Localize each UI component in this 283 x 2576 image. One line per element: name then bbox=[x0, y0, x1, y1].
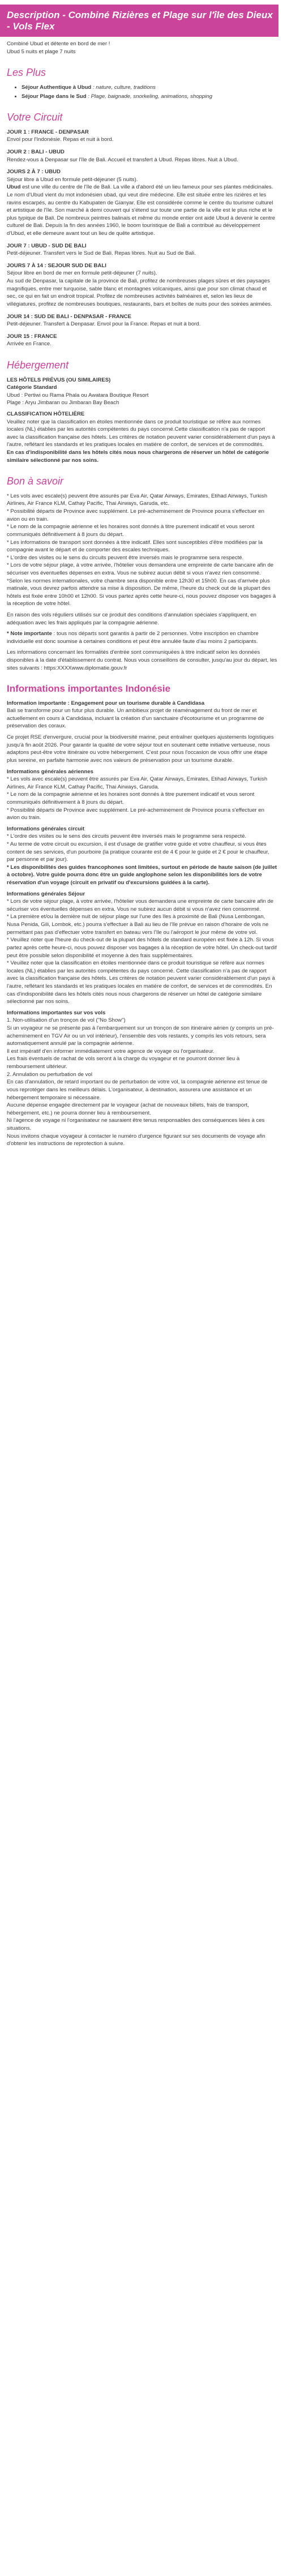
intro-line: Ubud 5 nuits et plage 7 nuits bbox=[7, 48, 76, 55]
classification-title-text: CLASSIFICATION HÔTELIÈRE bbox=[7, 410, 85, 417]
info-paragraph: * La première et/ou la dernière nuit de séjour plage sur l'une des îles à proximité de Bali (Nusa Lembongan, Nusa Penida, Gili, Lombok, etc.) pourra s'effectuer à Bali au lieu de l'île prévue en raison d'horaire de vols ne permettant pas pas d'effectuer votre transfert en bateau vers l'île ou l'aéroport le jour même de votre vol. bbox=[7, 914, 269, 936]
engagement-title-text: Information importante : Engagement pour un tourisme durable à Candidasa bbox=[7, 700, 205, 706]
vols-info-title-text: Informations importantes sur vos vols bbox=[7, 1009, 106, 1016]
plus-list bbox=[7, 84, 277, 100]
info-paragraph: * L'ordre des visites ou le sens du circuits peuvent être inversés mais le programme sera respecté. bbox=[7, 554, 244, 561]
info-paragraph: * Possibilité départs de Province avec supplément. Le pré-acheminement de Province pourra s'effectuer en avion ou en train. bbox=[7, 508, 264, 522]
intro-line: Combiné Ubud et détente en bord de mer ! bbox=[7, 41, 110, 48]
engagement-title bbox=[7, 700, 277, 708]
info-paragraph: * L'ordre des visites ou le sens des circuits peuvent être inversés mais le programme sera respecté. bbox=[7, 833, 247, 840]
info-paragraph: * Les vols avec escale(s) peuvent être assurés par Eva Air, Qatar Airways, Emirates, Etihad Airways, Turkish Airlines, Air France KLM, Cathay Pacific, Thai Airways, Garuda, etc. bbox=[7, 492, 268, 507]
day-text: Petit-déjeuner. Transfert à Denpasar. Envol pour la France. Repas et nuit à bord. bbox=[7, 321, 201, 328]
info-paragraph: Si un voyageur ne se présente pas à l'embarquement sur un tronçon de son itinéraire aérien (y compris un pré-acheminement en TGV Air ou un vol intérieur), l'ensemble des vols restants, y compris les vols retours, sera automatiquement annulé par la compagnie aérienne. bbox=[7, 1025, 274, 1047]
day-block bbox=[7, 262, 277, 308]
info-paragraph bbox=[7, 864, 277, 887]
engagement-text: Bali se transforme pour un futur plus durable. Un ambitieux projet de réaménagement du front de mer et actuellement en cours à Candidasa, incluant la création d'un sanctuaire d'écotourisme et un programme de préservation des coraux. bbox=[7, 708, 264, 730]
day-block bbox=[7, 333, 277, 348]
hotels-category-text: Catégorie Standard bbox=[7, 384, 57, 391]
info-paragraph: *Selon les normes internationales, votre chambre sera disponible entre 12h30 et 15h00. En cas d'arrivée plus matinale, vous devrez parfois attendre sa mise à disposition. De même, l'heure du check out de la plupart des hôtels est fixée entre 10h00 et 12h00. Si vous partez après cette heure-ci, nous pouvez disposer vos bagages à la réception de votre hôtel. bbox=[7, 577, 276, 607]
info-paragraph: * Le nom de la compagnie aérienne et les horaires sont donnés à titre purement indicatif et vous seront communiqués définitivement à 8 jours du départ. bbox=[7, 791, 255, 805]
hotel-line: Ubud : Pertiwi ou Rama Phala ou Awatara Boutique Resort bbox=[7, 392, 149, 398]
day-title: JOUR 14 : SUD DE BALI - DENPASAR - FRANCE bbox=[7, 313, 131, 320]
info-paragraph: * Le nom de la compagnie aérienne et les horaires sont donnés à titre purement indicatif et vous seront communiqués définitivement à 8 jours du départ. bbox=[7, 524, 255, 538]
day-title: JOUR 7 : UBUD - SUD DE BALI bbox=[7, 242, 87, 249]
general-title-text: Informations générales aériennes bbox=[7, 768, 94, 775]
day-title: JOURS 7 À 14 : SEJOUR SUD DE BALI bbox=[7, 262, 106, 269]
plus-item-label: Séjour Plage dans le Sud bbox=[22, 93, 87, 100]
section-heading-hebergement: Hébergement bbox=[7, 359, 69, 371]
info-paragraph: En cas d'annulation, de retard important ou de perturbation de votre vol, la compagnie aérienne est tenue de vous reprotéger dans les meilleurs délais. L'organisateur, à destination, assurera une assistance et un hébergement temporaire si nécessaire. bbox=[7, 1079, 268, 1101]
classification-title bbox=[7, 410, 277, 418]
day-text: Arrivée en France. bbox=[7, 341, 52, 348]
info-paragraph: * Au terme de votre circuit ou excursion, il est d'usage de gratifier votre guide et votre chauffeur, si vous êtes content de ses services, d'un pourboire (la pratique courante est de 4 € pour le guide et 2 € pour le chauffeur, par personne et par jour). bbox=[7, 841, 269, 863]
info-paragraph: Les informations concernant les formalités d'entrée sont communiquées à titre indicatif selon les données disponibles à la date d'établissement du contrat. Nous vous conseillons de consulter, jusqu'au jour du départ, les sites suivants : https:XXXXwww.diplomatie.gouv.fr bbox=[7, 649, 277, 671]
info-paragraph: Les frais éventuels de rachat de vols seront à la charge du voyageur et ne pourront donner lieu à remboursement ultérieur. bbox=[7, 1056, 240, 1070]
info-paragraph: 1. Non-utilisation d'un tronçon de vol ("No Show") bbox=[7, 1017, 126, 1024]
info-paragraph: * Lors de votre séjour plage, à votre arrivée, l'hôtelier vous demandera une empreinte de carte bancaire afin de sécuriser vos éventuelles dépenses en extra. Vous ne subirez aucun débit si vous n'avez rien consommé. bbox=[7, 562, 274, 576]
section-heading-plus: Les Plus bbox=[7, 67, 46, 79]
page bbox=[0, 0, 283, 1159]
hotels-label bbox=[7, 376, 277, 384]
day-description-bold: Ubud bbox=[7, 184, 21, 191]
info-paragraph: Ni l'agence de voyage ni l'organisateur ne sauraient être tenus responsables des conséquences liées à ces situations. bbox=[7, 1117, 265, 1131]
info-paragraph: * Possibilité départs de Province avec supplément. Le pré-acheminement de Province pourra s'effectuer en avion ou train. bbox=[7, 807, 264, 821]
info-paragraph: * Lors de votre séjour plage, à votre arrivée, l'hôtelier vous demandera une empreinte de carte bancaire afin de sécuriser vos éventuelles dépenses en extra. Vous ne subirez aucun débit si vous n'avez rien consommé. bbox=[7, 898, 274, 912]
section-heading-infos: Informations importantes Indonésie bbox=[7, 683, 171, 695]
day-block bbox=[7, 313, 277, 328]
plus-item-text: : nature, culture, traditions bbox=[91, 84, 156, 91]
engagement-text: Ce projet RSE d'envergure, crucial pour la biodiversité marine, peut entraîner quelques ajustements logistiques jusqu'à fin août 2026. Pour garantir la qualité de votre séjour tout en soutenant cette initiative vertueuse, nous adaptons peut-être votre itinéraire ou votre hébergement. C'est pour nous l'occasion de vous offrir une étape plus sereine, en parfaite harmonie avec nos valeurs de préservation pour un tourisme durable. bbox=[7, 734, 274, 764]
day-title: JOUR 1 : FRANCE - DENPASAR bbox=[7, 128, 89, 135]
day-title: JOUR 2 : BALI - UBUD bbox=[7, 148, 65, 155]
general-title bbox=[7, 768, 277, 776]
infos-section bbox=[7, 700, 277, 1148]
bon-a-savoir-list bbox=[7, 492, 277, 672]
vols-info-title bbox=[7, 1009, 277, 1017]
day-description: Au sud de Denpasar, la capitale de la province de Bali, profitez de nombreuses plages sûres et des paysages magnifiques, entre mer turquoise, sable blanc et montagnes volcaniques, ainsi que pour son climat chaud et sec, ce qui en fait un endroit tropical. Profitez de nombreuses activités balnéaires et, selon les lieux de villégiatures, profitez de nombreuses boutiques, restaurants, bars et boîtes de nuits pour des soirées animées. bbox=[7, 278, 272, 307]
day-title: JOUR 15 : FRANCE bbox=[7, 333, 57, 340]
important-note bbox=[7, 630, 277, 645]
page-title: Description - Combiné Rizières et Plage sur l'île des Dieux - Vols Flex bbox=[7, 10, 273, 32]
plus-item bbox=[22, 84, 277, 92]
info-paragraph-bold: * Les disponibilités des guides francophones sont limitées, surtout en période de haute saison (de juillet à octobre). Votre guide pourra donc être un guide anglophone selon les disponibilités lors de votre réservation d'un voyage (circuit en privatif ou d'excursions guidées à la carte). bbox=[7, 864, 277, 886]
day-block bbox=[7, 242, 277, 258]
info-paragraph: * Les informations de transport sont données à titre indicatif. Elles sont susceptibles d'être modifiées par la compagnie avant le départ et de comporter des escales techniques. bbox=[7, 539, 263, 554]
day-description bbox=[7, 183, 277, 237]
info-paragraph: Il est impératif d'en informer immédiatement votre agence de voyage ou l'organisateur. bbox=[7, 1048, 215, 1055]
day-block bbox=[7, 128, 277, 144]
day-text: Séjour libre à Ubud en formule petit-déjeuner (5 nuits). bbox=[7, 176, 138, 183]
important-note-label: * Note importante bbox=[7, 631, 52, 637]
info-paragraph: * Veuillez noter que la classification en étoiles mentionnée dans ce produit touristique se réfère aux normes locales (NL) établies par les autorités compétentes du pays concerné. Cette classification n'a pas de rapport avec la classification française des hôtels. Les critères de notation peuvent varier considérablement d'un pays à l'autre, reflétant les standards et les pratiques locales en matière de confort, de services et de commodités. En cas d'indisponibilité dans les hôtels cités nous nous chargerons de réserver un hôtel de catégorie similaire sélectionné par nos soins. bbox=[7, 960, 275, 1005]
section-heading-circuit: Votre Circuit bbox=[7, 112, 63, 123]
day-text: Envol pour l'Indonésie. Repas et nuit à bord. bbox=[7, 136, 114, 143]
classification-text: Veuillez noter que la classification en étoiles mentionnée dans ce produit touristique se réfère aux normes locales (NL) établies par les autorités compétentes du pays concerné.Cette classification n'a pas de rapport avec la classification française des hôtels. Les critères de notation peuvent varier considérablement d'un pays à l'autre, reflétant les standards et les pratiques locales en matière de confort, de services et de commodités. bbox=[7, 418, 275, 448]
plus-item bbox=[22, 93, 277, 101]
info-paragraph: * Veuillez noter que l'heure du check-out de la plupart des hôtels de standard européen est fixée à 12h. Si vous partez après cette heure-ci, nous pouvez disposer vos bagages à la réception de votre hôtel. Un check-out tardif peut être possible selon disponibilité et moyenne à des frais supplémentaires. bbox=[7, 937, 277, 959]
info-paragraph: Nous invitons chaque voyageur à contacter le numéro d'urgence figurant sur ses documents de voyage afin d'obtenir les instructions de reprotection à suivre. bbox=[7, 1133, 265, 1147]
day-text: Séjour libre en bord de mer en formule petit-déjeuner (7 nuits). bbox=[7, 270, 157, 277]
hotels-category bbox=[7, 384, 277, 392]
day-title: JOURS 2 À 7 : UBUD bbox=[7, 169, 61, 175]
info-paragraph: Aucune dépense engagée directement par le voyageur (achat de nouveaux billets, frais de transport, hébergement, etc.) ne pourra donner lieu à remboursement. bbox=[7, 1102, 249, 1116]
day-text: Rendez-vous à Denpasar sur l'île de Bali. Accueil et transfert à Ubud. Repas libres. Nuit à Ubud. bbox=[7, 156, 238, 163]
title-banner bbox=[0, 5, 278, 37]
sejour-info-title bbox=[7, 890, 277, 898]
info-paragraph: * Les vols avec escale(s) peuvent être assurés par Eva Air, Qatar Airways, Emirates, Etihad Airways, Turkish Airlines, Air France KLM, Cathay Pacific, Thai Airways, Garuda. bbox=[7, 776, 268, 790]
day-block bbox=[7, 148, 277, 164]
sejour-info-title-text: Informations générales Séjour bbox=[7, 890, 85, 897]
day-block bbox=[7, 168, 277, 237]
info-paragraph: 2. Annulation ou perturbation de vol bbox=[7, 1071, 92, 1078]
content bbox=[0, 40, 283, 1148]
info-paragraph: En raison des vols réguliers utilisés sur ce produit des conditions d'annulation spéciales s'appliquent, en adéquation avec les frais appliqués par la compagnie aérienne. bbox=[7, 611, 256, 626]
classification-note bbox=[7, 449, 277, 464]
day-text: Petit-déjeuner. Transfert vers le Sud de Bali. Repas libres. Nuit au Sud de Bali. bbox=[7, 250, 196, 257]
circuit-info-title bbox=[7, 825, 277, 833]
classification-note-text: En cas d'indisponibilité dans les hôtels cités nous nous chargerons de réserver un hôtel de catégorie similaire sélectionné par nos soins. bbox=[7, 449, 269, 464]
hotels-label-text: LES HÔTELS PRÉVUS (OU SIMILAIRES) bbox=[7, 376, 111, 383]
plus-item-label: Séjour Authentique à Ubud bbox=[22, 84, 92, 91]
plus-item-text: : Plage, baignade, snorkeling, animations, shopping bbox=[86, 93, 213, 100]
hotel-line: Plage : Aryu Jimbaran ou Jimbaran Bay Beach bbox=[7, 400, 119, 406]
section-heading-bon-a-savoir: Bon à savoir bbox=[7, 475, 64, 487]
circuit-info-title-text: Informations générales circuit bbox=[7, 825, 85, 832]
important-note-text: : tous nos départs sont garantis à partir de 2 personnes. Votre inscription en chambre individuelle est donc soumise à certaines conditions et peut être annulée faute d'au moins 2 participants. bbox=[7, 631, 259, 645]
day-description-text: est une ville du centre de l'île de Bali. La ville a d'abord été un lieu fameux pour ses plantes médicinales. Le nom d'Ubud vient du mot indonésien ubad, qui veut dire médecine. Elle est située entre les rizières et les ravins escarpés, au centre du Kabupaten de Gianyar. Elle est considérée comme le centre du tourisme culturel et artistique de l'île. Son marché à demi couvert qui s'étend sur toute une partie de la ville est le plus riche et le plus typique de Bali. De nombreux peintres balinais et même du monde entier ont aidé Ubud à devenir le centre culturel de Bali. Depuis la fin des années 1960, le boom touristique de Bali a contribué au développement d'Ubud, et elle demeure avant tout un lieu de quête artistique. bbox=[7, 184, 276, 237]
